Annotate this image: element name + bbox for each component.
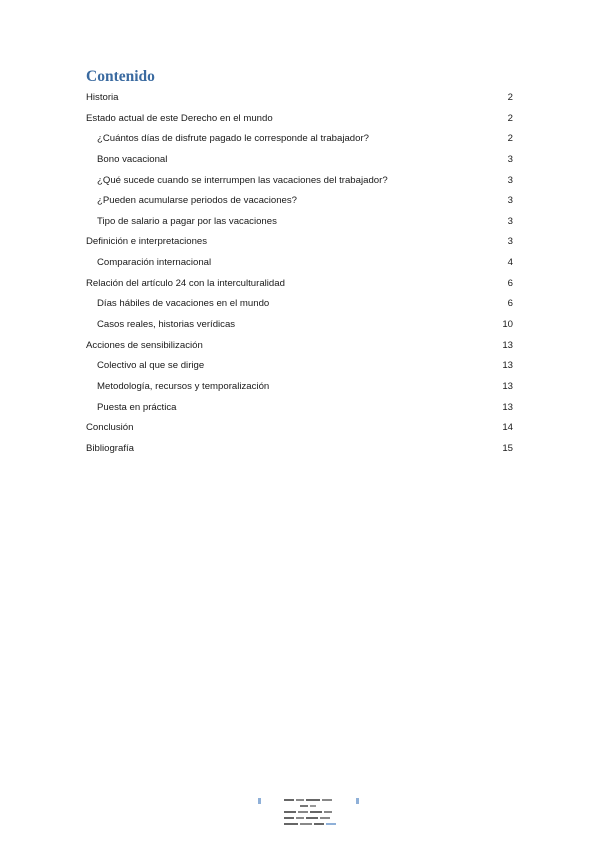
toc-entry-text: Bono vacacional — [97, 153, 168, 165]
toc-entry-text: Tipo de salario a pagar por las vacaciones — [97, 215, 277, 227]
toc-entry[interactable] — [86, 377, 514, 398]
toc-page-number: 13 — [502, 339, 513, 351]
toc-entry-text: Días hábiles de vacaciones en el mundo — [97, 298, 270, 310]
toc-entry-text: Relación del artículo 24 con la interculturalidad — [86, 277, 285, 289]
toc-page-number: 3 — [507, 195, 513, 207]
toc-entry-text: Puesta en práctica — [97, 401, 177, 413]
toc-entry-text: Bibliografía — [86, 442, 134, 454]
toc-entry[interactable] — [86, 171, 514, 192]
toc-entry-text: Colectivo al que se dirige — [97, 360, 205, 372]
toc-entry-text: Acciones de sensibilización — [86, 339, 203, 351]
toc-page-number: 13 — [502, 360, 513, 372]
toc-page-number: 3 — [507, 174, 513, 186]
toc-page-number: 15 — [502, 442, 513, 454]
toc-entry[interactable] — [86, 439, 514, 460]
toc-page-number: 4 — [507, 257, 513, 269]
toc-entry[interactable] — [86, 398, 514, 419]
toc-page-number: 6 — [507, 277, 513, 289]
toc-page-number: 2 — [507, 112, 513, 124]
university-logo-icon — [256, 796, 362, 830]
toc-title: Contenido — [86, 68, 155, 85]
toc-entry-text: Estado actual de este Derecho en el mundo — [86, 112, 273, 124]
toc-entry[interactable] — [86, 109, 514, 130]
toc-entry[interactable] — [86, 253, 514, 274]
toc-page-number: 13 — [502, 380, 513, 392]
toc-entry-text: ¿Cuántos días de disfrute pagado le corresponde al trabajador? — [97, 133, 369, 145]
toc-page-number: 13 — [502, 401, 513, 413]
toc-entry[interactable] — [86, 191, 514, 212]
toc-entry-text: ¿Qué sucede cuando se interrumpen las vacaciones del trabajador? — [97, 174, 388, 186]
toc-entry[interactable] — [86, 150, 514, 171]
toc-entry[interactable] — [86, 274, 514, 295]
toc-page-number: 2 — [507, 92, 513, 103]
toc-entry-text: Metodología, recursos y temporalización — [97, 380, 270, 392]
toc-entry[interactable] — [86, 129, 514, 150]
toc-page-number: 10 — [502, 319, 513, 331]
toc-entry[interactable] — [86, 88, 514, 109]
toc-entry[interactable] — [86, 212, 514, 233]
table-of-contents — [86, 88, 514, 460]
toc-entry-text: Conclusión — [86, 422, 134, 434]
toc-entry-text: Historia — [86, 92, 119, 103]
toc-entry[interactable] — [86, 294, 514, 315]
toc-entry[interactable] — [86, 315, 514, 336]
toc-entry-text: Definición e interpretaciones — [86, 236, 208, 248]
toc-entry[interactable] — [86, 356, 514, 377]
toc-entry-text: ¿Pueden acumularse periodos de vacaciones? — [97, 195, 297, 207]
toc-page-number: 3 — [507, 236, 513, 248]
toc-entry-text: Casos reales, historias verídicas — [97, 319, 236, 331]
toc-entry-text: Comparación internacional — [97, 257, 212, 269]
toc-page-number: 3 — [507, 153, 513, 165]
toc-entry[interactable] — [86, 232, 514, 253]
toc-page-number: 3 — [507, 215, 513, 227]
toc-page-number: 6 — [507, 298, 513, 310]
toc-page-number: 14 — [502, 422, 513, 434]
toc-entry[interactable] — [86, 336, 514, 357]
toc-page-number: 2 — [507, 133, 513, 145]
toc-entry[interactable] — [86, 418, 514, 439]
